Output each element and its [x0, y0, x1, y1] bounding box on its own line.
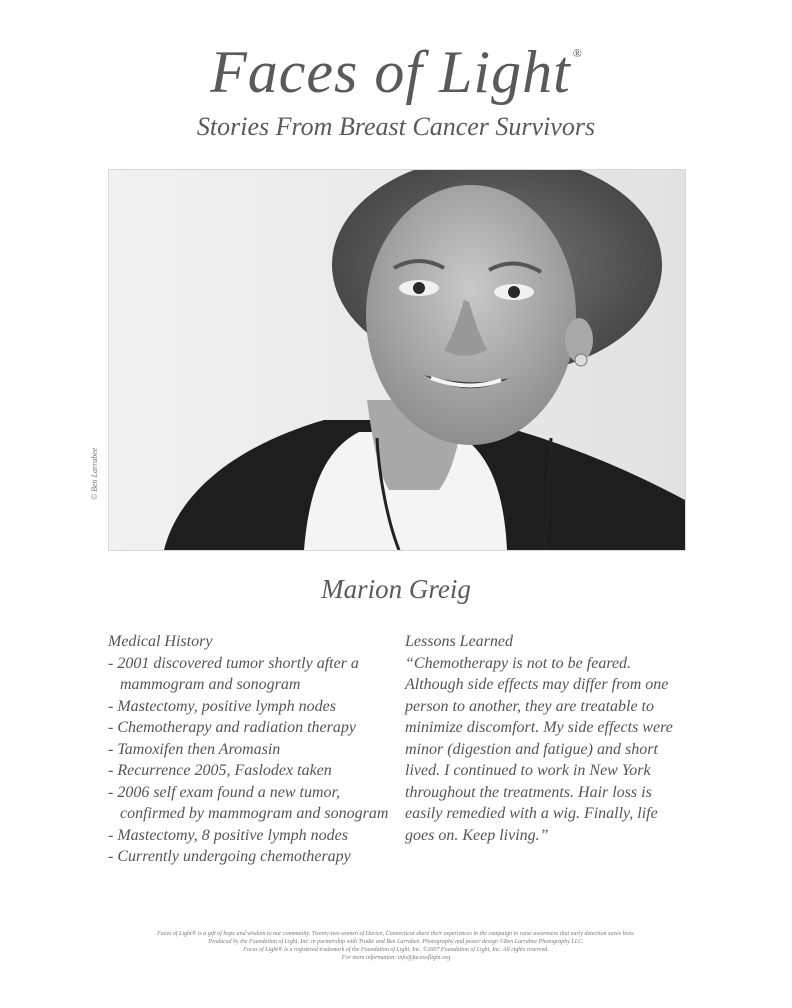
lessons-learned-section: [405, 631, 690, 846]
portrait-photo: [108, 169, 686, 551]
footer-line: Produced by the Foundation of Light, Inc. in partnership with Trudie and Ben Larrabee. Photography and poster design ©Ben Larrabee Photography LLC.: [208, 939, 584, 945]
footer-line: Faces of Light® is a gift of hope and wisdom to our community. Twenty-two women of Darien, Connecticut share their experiences in the campaign to raise awareness that early detection saves lives.: [157, 931, 635, 937]
footer-contact: For more information: info@facesoflight.org: [341, 955, 451, 961]
registered-mark: ®: [572, 46, 582, 60]
list-item: - Tamoxifen then Aromasin: [108, 739, 398, 761]
poster-title: Faces of Light: [210, 39, 571, 105]
medical-history-section: [108, 631, 398, 868]
title-block: [0, 40, 792, 104]
list-item: - Recurrence 2005, Faslodex taken: [108, 760, 398, 782]
list-item: - 2006 self exam found a new tumor, confirmed by mammogram and sonogram: [108, 782, 398, 825]
list-item: - Mastectomy, 8 positive lymph nodes: [108, 825, 398, 847]
footer-line: Faces of Light® is a registered trademark of the Foundation of Light, Inc. ©2007 Foundation of Light, Inc. All rights reserved.: [243, 947, 549, 953]
portrait-illustration: [109, 170, 685, 550]
lessons-learned-heading: Lessons Learned: [405, 633, 514, 650]
medical-history-heading: Medical History: [108, 633, 213, 650]
list-item: - 2001 discovered tumor shortly after a mammogram and sonogram: [108, 653, 398, 696]
poster-subtitle: Stories From Breast Cancer Survivors: [196, 112, 596, 141]
lessons-learned-quote: “Chemotherapy is not to be feared. Although side effects may differ from one person to another, they are treatable to minimize discomfort. My side effects were minor (digestion and fatigue) and short lived. I continued to work in New York throughout the treatments. Hair loss is easily remedied with a wig. Finally, life goes on. Keep living.”: [405, 654, 673, 844]
photo-credit: © Ben Larrabee: [90, 447, 99, 500]
footer: [0, 930, 792, 962]
medical-history-list: [108, 653, 398, 868]
list-item: - Currently undergoing chemotherapy: [108, 846, 398, 868]
list-item: - Chemotherapy and radiation therapy: [108, 717, 398, 739]
list-item: - Mastectomy, positive lymph nodes: [108, 696, 398, 718]
survivor-name: Marion Greig: [321, 574, 471, 604]
